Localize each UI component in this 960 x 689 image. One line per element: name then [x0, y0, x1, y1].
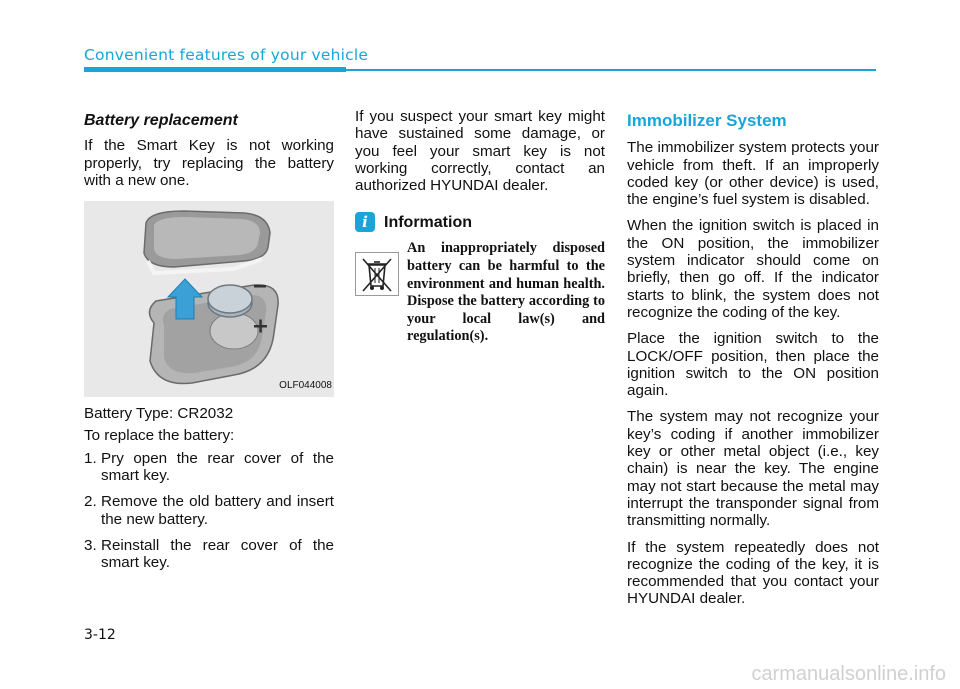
- header-title: Convenient features of your vehicle: [84, 46, 369, 64]
- list-item: 1. Pry open the rear cover of the smart key.: [84, 449, 334, 485]
- list-item: 2. Remove the old battery and insert the new battery.: [84, 493, 334, 528]
- immobilizer-paragraph: The immobilizer system protects your vehicle from theft. If an improperly coded key (or other device) is used, the engine’s fuel system is disabled.: [627, 139, 879, 209]
- information-heading: [355, 212, 605, 232]
- battery-intro: If the Smart Key is not working properly, try replacing the battery with a new one.: [84, 137, 334, 189]
- information-body: [355, 240, 605, 346]
- smart-key-illustration: [84, 201, 334, 397]
- to-replace-label: To replace the battery:: [84, 427, 235, 445]
- immobilizer-title: Immobilizer System: [627, 111, 787, 130]
- information-text: An inappropriately disposed battery can be harmful to the environment and human health. Dispose the battery according to your local law(s) and regulation(s).: [407, 240, 605, 345]
- damage-paragraph: If you suspect your smart key might have sustained some damage, or you feel your smart key is not working correctly, contact an authorized HYUNDAI dealer.: [355, 108, 605, 195]
- watermark: carmanualsonline.info: [751, 663, 946, 685]
- header-rule-thick: [84, 67, 346, 72]
- right-column: [627, 108, 879, 617]
- info-icon: i: [355, 212, 375, 232]
- smart-key-battery-figure: [84, 201, 334, 397]
- immobilizer-paragraph: If the system repeatedly does not recognize the coding of the key, it is recommended that you contact your HYUNDAI dealer.: [627, 538, 879, 608]
- list-item: 3. Reinstall the rear cover of the smart key.: [84, 536, 334, 572]
- page-number: 3-12: [84, 627, 116, 643]
- battery-type: Battery Type: CR2032: [84, 405, 234, 423]
- header-rule-thin: [346, 69, 876, 71]
- battery-replacement-heading: Battery replacement: [84, 112, 238, 129]
- immobilizer-paragraph: When the ignition switch is placed in the ON position, the immobilizer system indicator should come on briefly, then go off. If the indicator starts to blink, the system does not recognize the coding of the key.: [627, 217, 879, 321]
- figure-code: OLF044008: [279, 379, 332, 391]
- immobilizer-paragraph: The system may not recognize your key’s coding if another immobilizer key or other metal object (i.e., key chain) is near the key. The engine may not start because the metal may interrupt the transponder signal from transmitting normally.: [627, 408, 879, 530]
- immobilizer-paragraph: Place the ignition switch to the LOCK/OFF position, then place the ignition switch to the ON position again.: [627, 330, 879, 400]
- middle-column: [355, 108, 605, 346]
- replacement-steps: [84, 450, 334, 572]
- left-column: [84, 108, 334, 581]
- information-title: Information: [384, 213, 472, 231]
- crossed-bin-icon: [355, 252, 399, 296]
